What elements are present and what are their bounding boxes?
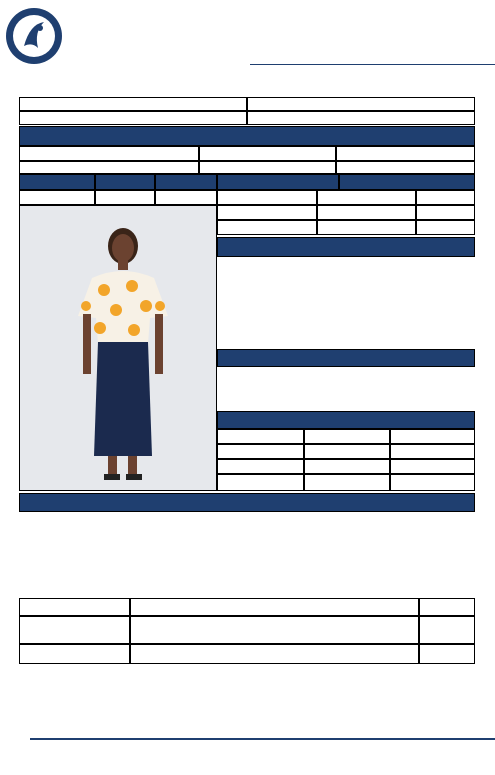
salary-label (217, 190, 317, 205)
beneficiary-address (199, 161, 336, 174)
previous-position (304, 444, 390, 459)
contract-label (217, 205, 317, 220)
previous-empty-row (217, 459, 304, 474)
remark-label-ar (419, 644, 475, 664)
applicant-address (19, 111, 247, 125)
religion-label (19, 174, 95, 190)
header-divider (250, 64, 495, 65)
previous-country (390, 444, 475, 459)
applicant-name (19, 97, 247, 111)
beneficiary-col-name (19, 146, 199, 161)
position-applied-value (339, 174, 475, 190)
beneficiaries-title (19, 126, 475, 146)
passport-label-ar (416, 220, 475, 235)
language-title (217, 349, 475, 367)
salary-label-ar (416, 190, 475, 205)
weight-value (155, 190, 217, 205)
previous-empty-row (390, 474, 475, 491)
position-applied-label (217, 174, 339, 190)
height-value (95, 190, 155, 205)
beneficiary-name (19, 161, 199, 174)
passport-label (217, 220, 317, 235)
height-label (95, 174, 155, 190)
previous-period (217, 444, 304, 459)
weight-label (155, 174, 217, 190)
other-skills-label (19, 598, 130, 616)
applicant-age (247, 97, 475, 111)
details-title (217, 237, 475, 257)
company-logo (4, 6, 64, 66)
previous-col-period (217, 429, 304, 444)
first-time-label-ar (419, 616, 475, 644)
previous-empty-row (304, 459, 390, 474)
previous-empty-row (217, 474, 304, 491)
contract-label-ar (416, 205, 475, 220)
first-time-label (19, 616, 130, 644)
previous-empty-row (304, 474, 390, 491)
applicant-phone (247, 111, 475, 125)
other-skills-label-ar (419, 598, 475, 616)
previous-col-country (390, 429, 475, 444)
beneficiary-col-address (199, 146, 336, 161)
applicant-photo (19, 205, 217, 491)
previous-col-position (304, 429, 390, 444)
remark-value (130, 644, 419, 664)
skills-title (19, 493, 475, 512)
previous-empty-row (390, 459, 475, 474)
remark-label (19, 644, 130, 664)
contract-value (317, 205, 416, 220)
religion-value (19, 190, 95, 205)
first-time-value (130, 616, 419, 644)
beneficiary-col-contact (336, 146, 475, 161)
salary-value (317, 190, 416, 205)
beneficiary-contact (336, 161, 475, 174)
previous-title (217, 411, 475, 429)
footer-divider (30, 738, 495, 740)
other-skills-value (130, 598, 419, 616)
passport-value (317, 220, 416, 235)
